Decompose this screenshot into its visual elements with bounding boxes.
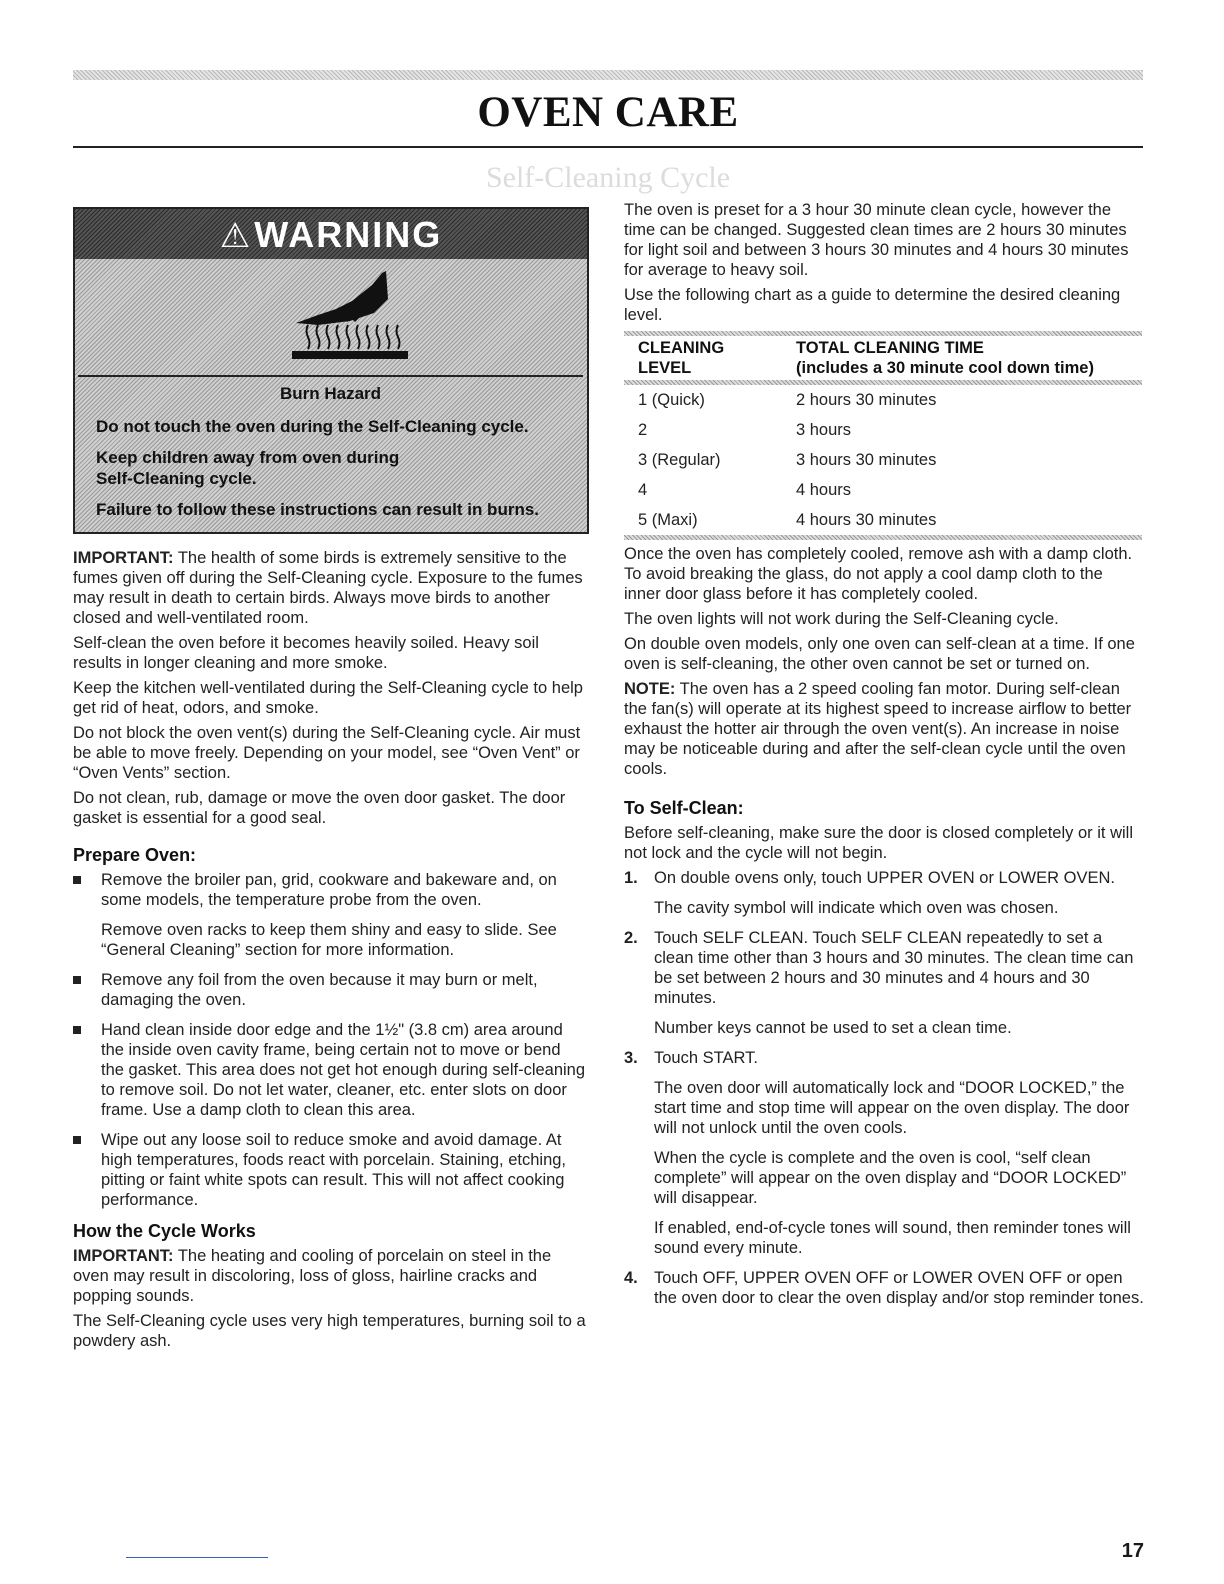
table-row: 3 (Regular) 3 hours 30 minutes [638,451,937,469]
paragraph: Do not block the oven vent(s) during the Self-Cleaning cycle. Air must be able to move freely. Depending on your model, see “Oven Vent” or “Oven Vents” section. [73,724,581,782]
footer-link-line [126,1557,268,1558]
paragraph: The oven lights will not work during the Self-Cleaning cycle. [624,610,1059,628]
warning-panel [78,259,583,572]
bullet-square-icon [73,1136,81,1144]
how-cycle-works-heading: How the Cycle Works [73,1221,256,1241]
table-row: 5 (Maxi) 4 hours 30 minutes [638,511,937,529]
right-column [624,200,1144,1318]
burn-hazard-graphic [78,259,583,377]
warning-heading [75,209,587,259]
bullet-square-icon [73,976,81,984]
important-paragraph: IMPORTANT: The health of some birds is extremely sensitive to the fumes given off during the Self-Cleaning cycle. Exposure to the fumes may result in death to certain birds. Always move birds to another closed and well-ventilated room. [73,549,583,627]
table-row: 4 4 hours [638,481,852,499]
table-header-level: CLEANING LEVEL [638,339,725,377]
paragraph: The oven is preset for a 3 hour 30 minute clean cycle, however the time can be changed. Suggested clean times are 2 hours 30 minutes for light soil and between 3 hours 30 minutes and 4 hours 30 minutes for average to heavy soil. [624,201,1129,279]
table-header-time: TOTAL CLEANING TIME (includes a 30 minute cool down time) [796,339,1094,377]
to-self-clean-heading: To Self-Clean: [624,798,744,818]
top-decorative-band [73,70,1143,80]
page-number: 17 [1121,1540,1144,1562]
bullet-square-icon [73,1026,81,1034]
paragraph: Use the following chart as a guide to determine the desired cleaning level. [624,286,1121,324]
step-item: 3. Touch START. The oven door will automatically lock and “DOOR LOCKED,” the start time and stop time will appear on the oven display. The door will not unlock until the oven cools. When the cycle is complete and the oven is cool, “self clean complete” will appear on the oven display and “DOOR LOCKED” will disappear. If enabled, end-of-cycle tones will sound, then reminder tones will sound every minute. [624,1049,1131,1257]
table-row: 1 (Quick) 2 hours 30 minutes [638,391,937,409]
warning-text [78,377,583,530]
paragraph: Do not clean, rub, damage or move the oven door gasket. The door gasket is essential for a good seal. [73,789,566,827]
left-column [73,548,588,1356]
prepare-oven-heading: Prepare Oven: [73,845,197,865]
warning-box [73,207,589,534]
warning-triangle-icon: ⚠ [219,217,253,255]
section-subtitle: Self-Cleaning Cycle [485,161,731,194]
bullet-square-icon [73,876,81,884]
bullet-item: Wipe out any loose soil to reduce smoke and avoid damage. At high temperatures, foods react with porcelain. Staining, etching, pitting or faint white spots can result. This will not affect cooking performance. [73,1130,588,1210]
paragraph: Before self-cleaning, make sure the door is closed completely or it will not lock and the cycle will not begin. [624,824,1133,862]
paragraph: Keep the kitchen well-ventilated during the Self-Cleaning cycle to help get rid of heat, odors, and smoke. [73,679,583,717]
paragraph: Self-clean the oven before it becomes heavily soiled. Heavy soil results in longer cleaning and more smoke. [73,634,539,672]
bullet-item: Hand clean inside door edge and the 1½" (3.8 cm) area around the inside oven cavity frame, being certain not to move or bend the gasket. This area does not get hot enough during self-cleaning to remove soil. Do not let water, cleaner, etc. enter slots on door frame. Use a damp cloth to clean this area. [73,1020,588,1120]
cleaning-level-table [624,331,1142,540]
hand-heat-icon [278,269,468,361]
paragraph: On double oven models, only one oven can self-clean at a time. If one oven is self-cleaning, the other oven cannot be set or turned on. [624,635,1135,673]
title-divider [73,146,1143,148]
important-paragraph: IMPORTANT: The heating and cooling of porcelain on steel in the oven may result in discoloring, loss of gloss, hairline cracks and popping sounds. [73,1247,552,1305]
paragraph: Once the oven has completely cooled, remove ash with a damp cloth. To avoid breaking the glass, do not apply a cool damp cloth to the inner door glass before it has completely cooled. [624,545,1133,603]
table-row: 2 3 hours [638,421,852,439]
bullet-item: Remove the broiler pan, grid, cookware and bakeware and, on some models, the temperature probe from the oven. Remove oven racks to keep them shiny and easy to slide. See “General Cleaning” section for more information. [73,870,588,960]
table-header-row [624,336,1142,380]
step-item: 1. On double ovens only, touch UPPER OVEN or LOWER OVEN. The cavity symbol will indicate which oven was chosen. [624,869,1115,917]
bullet-item: Remove any foil from the oven because it may burn or melt, damaging the oven. [73,970,588,1010]
note-paragraph: NOTE: The oven has a 2 speed cooling fan motor. During self-clean the fan(s) will operate at its highest speed to increase airflow to better exhaust the hotter air through the oven vent(s). An increase in noise may be noticeable during and after the self-clean cycle until the oven cools. [624,680,1132,778]
warning-line: Keep children away from oven during Self-Cleaning cycle. [96,448,400,488]
warning-line: Do not touch the oven during the Self-Cleaning cycle. [96,417,529,436]
hazard-title: Burn Hazard [279,384,382,403]
warning-line: Failure to follow these instructions can result in burns. [96,500,540,519]
step-item: 4. Touch OFF, UPPER OVEN OFF or LOWER OVEN OFF or open the oven door to clear the oven display and/or stop reminder tones. [624,1269,1144,1307]
warning-heading-text: WARNING [254,214,443,255]
paragraph: The Self-Cleaning cycle uses very high temperatures, burning soil to a powdery ash. [73,1312,586,1350]
page-title: OVEN CARE [477,89,739,136]
step-item: 2. Touch SELF CLEAN. Touch SELF CLEAN repeatedly to set a clean time other than 3 hours and 30 minutes. The clean time can be set between 2 hours and 30 minutes and 4 hours and 30 minutes. Number keys cannot be used to set a clean time. [624,929,1134,1037]
